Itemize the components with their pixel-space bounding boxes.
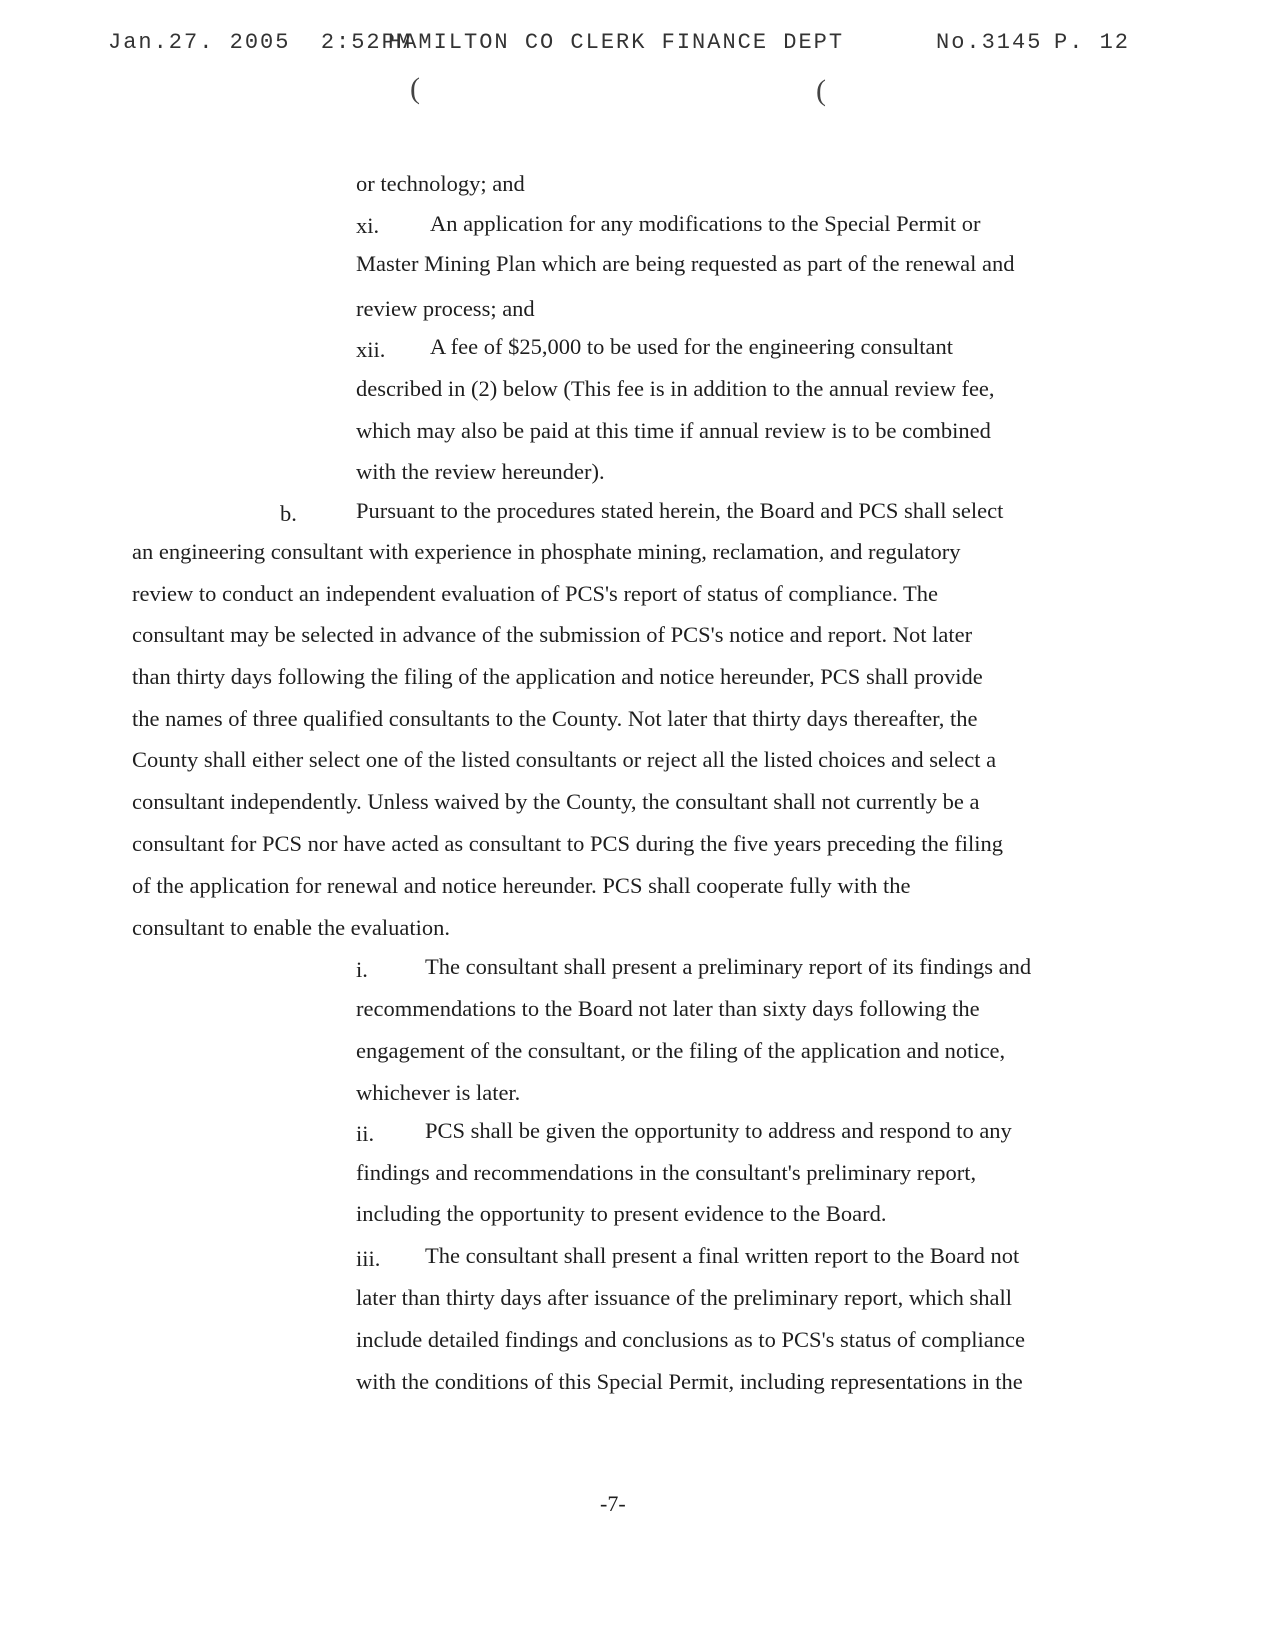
item-label-xi: xi. [356, 213, 380, 238]
body-line: with the conditions of this Special Permit, including representations in the [356, 1369, 1023, 1394]
body-line: findings and recommendations in the consultant's preliminary report, [356, 1160, 977, 1185]
body-line: of the application for renewal and notice hereunder. PCS shall cooperate fully with the [132, 873, 911, 898]
body-line: consultant for PCS nor have acted as consultant to PCS during the five years preceding the filing [132, 831, 1004, 856]
body-line: Master Mining Plan which are being requested as part of the renewal and [356, 251, 1015, 276]
body-line: described in (2) below (This fee is in addition to the annual review fee, [356, 376, 995, 401]
body-line: an engineering consultant with experience in phosphate mining, reclamation, and regulatory [132, 539, 961, 564]
body-line: including the opportunity to present evidence to the Board. [356, 1201, 887, 1226]
fax-number: No.3145 [936, 30, 1043, 55]
body-line: consultant independently. Unless waived by the County, the consultant shall not currently be a [132, 789, 980, 814]
fax-header [108, 30, 1131, 60]
stray-mark-right: ( [816, 74, 826, 107]
fax-sender: HAMILTON CO CLERK FINANCE DEPT [388, 30, 845, 55]
item-label-ii: ii. [356, 1121, 375, 1146]
body-line: engagement of the consultant, or the filing of the application and notice, [356, 1038, 1006, 1063]
body-line: the names of three qualified consultants to the County. Not later that thirty days thereafter, the [132, 706, 978, 731]
body-line: consultant may be selected in advance of the submission of PCS's notice and report. Not later [132, 622, 973, 647]
fax-date-time: Jan.27. 2005 2:52PM [108, 30, 413, 55]
body-line: Pursuant to the procedures stated herein, the Board and PCS shall select [356, 498, 1004, 523]
fax-page: P. 12 [1054, 30, 1131, 55]
body-line: consultant to enable the evaluation. [132, 915, 451, 940]
body-line: with the review hereunder). [356, 459, 605, 484]
item-label-i: i. [356, 957, 368, 982]
body-line: which may also be paid at this time if annual review is to be combined [356, 418, 991, 443]
item-label-b: b. [280, 501, 297, 526]
body-line: A fee of $25,000 to be used for the engineering consultant [430, 334, 953, 359]
body-line: PCS shall be given the opportunity to address and respond to any [425, 1118, 1012, 1143]
item-label-iii: iii. [356, 1246, 381, 1271]
body-line: The consultant shall present a preliminary report of its findings and [425, 954, 1032, 979]
body-line: than thirty days following the filing of the application and notice hereunder, PCS shall provide [132, 664, 983, 689]
body-line: or technology; and [356, 171, 525, 196]
body-line: The consultant shall present a final written report to the Board not [425, 1243, 1020, 1268]
body-line: review to conduct an independent evaluation of PCS's report of status of compliance. The [132, 581, 938, 606]
item-label-xii: xii. [356, 337, 386, 362]
body-line: recommendations to the Board not later than sixty days following the [356, 996, 980, 1021]
body-line: whichever is later. [356, 1080, 521, 1105]
body-line: review process; and [356, 296, 535, 321]
body-line: An application for any modifications to the Special Permit or [430, 211, 981, 236]
body-line: County shall either select one of the listed consultants or reject all the listed choices and select a [132, 747, 997, 772]
body-line: include detailed findings and conclusions as to PCS's status of compliance [356, 1327, 1025, 1352]
page-number: -7- [600, 1491, 626, 1516]
stray-mark-left: ( [410, 72, 420, 105]
body-line: later than thirty days after issuance of the preliminary report, which shall [356, 1285, 1013, 1310]
